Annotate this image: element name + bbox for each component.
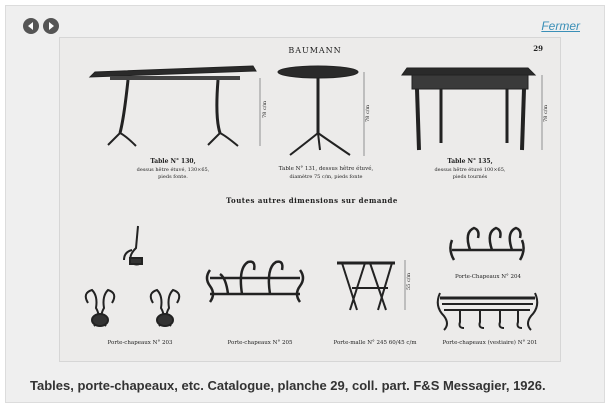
table-131-line2: diamètre 75 c/m, pieds fonte [289, 174, 363, 180]
table-130-title: Table N° 130, [150, 158, 196, 165]
chevron-right-icon [43, 18, 59, 34]
hat-rack-203-label: Porte-chapeaux N° 203 [107, 340, 173, 346]
table-130-line2: dessus hêtre étuvé, 130×65, [136, 167, 210, 173]
chevron-left-icon [23, 18, 39, 34]
table-135-title: Table N° 135, [447, 158, 493, 165]
lightbox-frame [5, 5, 605, 403]
table-135-line3: pieds tournés [452, 174, 488, 180]
table-131-dimension: 78 c/m [365, 104, 371, 122]
hat-rack-204-label: Porte-Chapeaux N° 204 [454, 274, 522, 280]
slideshow-nav [23, 18, 59, 34]
table-130-dimension: 78 c/m [262, 100, 268, 118]
hat-rack-205-label: Porte-chapeaux N° 205 [227, 340, 293, 346]
luggage-rack-dimension: 55 c/m [406, 272, 412, 290]
plate-header: BAUMANN [288, 46, 342, 55]
luggage-rack-245-label: Porte-malle N° 245 60/45 c/m [333, 340, 417, 346]
plate-page-number: 29 [533, 44, 543, 53]
table-135-line2: dessus hêtre étuvé 100×65, [434, 167, 506, 173]
hat-rack-201-label: Porte-chapeaux (vestiaire) N° 201 [442, 340, 538, 346]
dimensions-note: Toutes autres dimensions sur demande [226, 196, 398, 205]
table-130-line3: pieds fonte. [158, 174, 188, 180]
table-131-title: Table N° 131, dessus hêtre étuvé, [278, 166, 374, 172]
close-link[interactable]: Fermer [541, 19, 580, 33]
image-caption: Tables, porte-chapeaux, etc. Catalogue, planche 29, coll. part. F&S Messagier, 1926. [30, 378, 546, 393]
catalogue-plate [60, 38, 560, 361]
table-135-dimension: 78 c/m [543, 104, 549, 122]
next-button[interactable] [43, 18, 59, 34]
catalogue-image [59, 37, 561, 362]
prev-button[interactable] [23, 18, 39, 34]
